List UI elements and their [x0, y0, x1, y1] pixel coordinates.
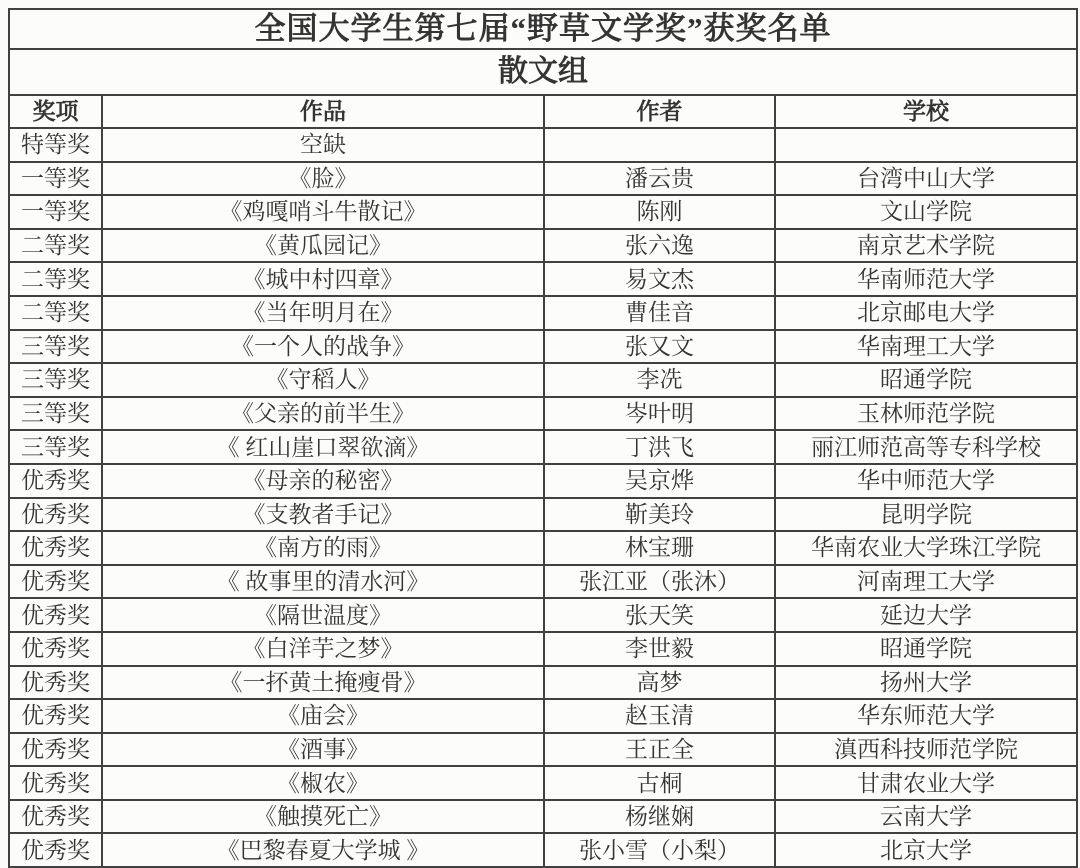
- table-cell: 华东师范大学: [775, 699, 1077, 733]
- table-cell: 杨继娴: [544, 800, 775, 834]
- table-cell: 《城中村四章》: [102, 262, 544, 296]
- column-header: 作品: [102, 95, 544, 128]
- table-cell: 特等奖: [9, 128, 102, 162]
- table-cell: 优秀奖: [9, 464, 102, 498]
- table-row: [9, 733, 1077, 767]
- table-cell: 林宝珊: [544, 531, 775, 565]
- table-cell: 张天笑: [544, 598, 775, 632]
- table-cell: 云南大学: [775, 800, 1077, 834]
- table-cell: 《守稻人》: [102, 363, 544, 397]
- table-cell: 易文杰: [544, 262, 775, 296]
- table-cell: 三等奖: [9, 363, 102, 397]
- column-header: 作者: [544, 95, 775, 128]
- table-row: [9, 229, 1077, 263]
- table-row: [9, 632, 1077, 666]
- table-row: [9, 565, 1077, 599]
- table-cell: 河南理工大学: [775, 565, 1077, 599]
- table-cell: 《隔世温度》: [102, 598, 544, 632]
- table-cell: 优秀奖: [9, 531, 102, 565]
- table-cell: [544, 128, 775, 162]
- table-cell: 滇西科技师范学院: [775, 733, 1077, 767]
- table-cell: 南京艺术学院: [775, 229, 1077, 263]
- table-cell: 《 故事里的清水河》: [102, 565, 544, 599]
- table-cell: 三等奖: [9, 397, 102, 431]
- awards-table: [8, 8, 1078, 868]
- table-row: [9, 162, 1077, 196]
- table-cell: 李世毅: [544, 632, 775, 666]
- table-cell: 二等奖: [9, 229, 102, 263]
- table-row: [9, 296, 1077, 330]
- table-cell: 北京邮电大学: [775, 296, 1077, 330]
- table-row: [9, 128, 1077, 162]
- table-cell: 《支教者手记》: [102, 498, 544, 532]
- table-cell: 优秀奖: [9, 699, 102, 733]
- table-cell: 二等奖: [9, 262, 102, 296]
- table-cell: 潘云贵: [544, 162, 775, 196]
- table-row: [9, 498, 1077, 532]
- column-header: 学校: [775, 95, 1077, 128]
- table-cell: 《白洋芋之梦》: [102, 632, 544, 666]
- subtitle-row: [9, 49, 1077, 95]
- table-row: [9, 330, 1077, 364]
- table-cell: 陈刚: [544, 195, 775, 229]
- table-cell: 优秀奖: [9, 666, 102, 700]
- table-cell: 丁洪飞: [544, 430, 775, 464]
- table-row: [9, 531, 1077, 565]
- table-cell: 靳美玲: [544, 498, 775, 532]
- table-cell: 《触摸死亡》: [102, 800, 544, 834]
- table-cell: 一等奖: [9, 162, 102, 196]
- table-cell: 台湾中山大学: [775, 162, 1077, 196]
- table-cell: 《母亲的秘密》: [102, 464, 544, 498]
- table-cell: 华南师范大学: [775, 262, 1077, 296]
- table-cell: 昆明学院: [775, 498, 1077, 532]
- table-cell: 《庙会》: [102, 699, 544, 733]
- table-cell: 高梦: [544, 666, 775, 700]
- table-row: [9, 262, 1077, 296]
- table-cell: 延边大学: [775, 598, 1077, 632]
- table-cell: 空缺: [102, 128, 544, 162]
- table-cell: 华南理工大学: [775, 330, 1077, 364]
- table-row: [9, 699, 1077, 733]
- table-cell: 《一抔黄土掩瘦骨》: [102, 666, 544, 700]
- table-cell: 玉林师范学院: [775, 397, 1077, 431]
- table-cell: 《黄瓜园记》: [102, 229, 544, 263]
- table-cell: 优秀奖: [9, 632, 102, 666]
- table-row: [9, 666, 1077, 700]
- table-cell: 一等奖: [9, 195, 102, 229]
- table-cell: 甘肃农业大学: [775, 766, 1077, 800]
- table-cell: 《 红山崖口翠欲滴》: [102, 430, 544, 464]
- table-row: [9, 800, 1077, 834]
- table-cell: 北京大学: [775, 833, 1077, 867]
- table-cell: 扬州大学: [775, 666, 1077, 700]
- table-row: [9, 363, 1077, 397]
- table-cell: 优秀奖: [9, 766, 102, 800]
- column-header: 奖项: [9, 95, 102, 128]
- table-cell: 优秀奖: [9, 733, 102, 767]
- table-cell: 王正全: [544, 733, 775, 767]
- table-row: [9, 195, 1077, 229]
- table-row: [9, 598, 1077, 632]
- table-cell: 古桐: [544, 766, 775, 800]
- table-cell: 优秀奖: [9, 565, 102, 599]
- table-row: [9, 464, 1077, 498]
- table-cell: 优秀奖: [9, 800, 102, 834]
- table-cell: 丽江师范高等专科学校: [775, 430, 1077, 464]
- page-title: 全国大学生第七届“野草文学奖”获奖名单: [9, 9, 1077, 49]
- table-cell: 三等奖: [9, 330, 102, 364]
- table-cell: 曹佳音: [544, 296, 775, 330]
- table-cell: 《当年明月在》: [102, 296, 544, 330]
- table-cell: 《脸》: [102, 162, 544, 196]
- table-cell: 《鸡嘎哨斗牛散记》: [102, 195, 544, 229]
- table-cell: 《父亲的前半生》: [102, 397, 544, 431]
- table-cell: 张又文: [544, 330, 775, 364]
- table-row: [9, 430, 1077, 464]
- table-cell: 优秀奖: [9, 598, 102, 632]
- table-cell: 赵玉清: [544, 699, 775, 733]
- table-cell: 张江亚（张沐）: [544, 565, 775, 599]
- table-row: [9, 833, 1077, 867]
- table-cell: 华南农业大学珠江学院: [775, 531, 1077, 565]
- table-cell: 岑叶明: [544, 397, 775, 431]
- table-cell: 文山学院: [775, 195, 1077, 229]
- table-cell: 昭通学院: [775, 632, 1077, 666]
- table-cell: 优秀奖: [9, 833, 102, 867]
- table-cell: 张六逸: [544, 229, 775, 263]
- table-cell: 张小雪（小梨）: [544, 833, 775, 867]
- table-cell: 二等奖: [9, 296, 102, 330]
- table-cell: 李冼: [544, 363, 775, 397]
- table-cell: 吴京烨: [544, 464, 775, 498]
- table-cell: 华中师范大学: [775, 464, 1077, 498]
- group-subtitle: 散文组: [9, 49, 1077, 95]
- table-header-row: [9, 95, 1077, 128]
- table-row: [9, 397, 1077, 431]
- table-cell: [775, 128, 1077, 162]
- title-row: [9, 9, 1077, 49]
- table-cell: 昭通学院: [775, 363, 1077, 397]
- table-cell: 三等奖: [9, 430, 102, 464]
- table-cell: 优秀奖: [9, 498, 102, 532]
- table-cell: 《巴黎春夏大学城 》: [102, 833, 544, 867]
- table-cell: 《一个人的战争》: [102, 330, 544, 364]
- table-body: [9, 128, 1077, 867]
- table-cell: 《南方的雨》: [102, 531, 544, 565]
- table-cell: 《椒农》: [102, 766, 544, 800]
- table-cell: 《酒事》: [102, 733, 544, 767]
- table-row: [9, 766, 1077, 800]
